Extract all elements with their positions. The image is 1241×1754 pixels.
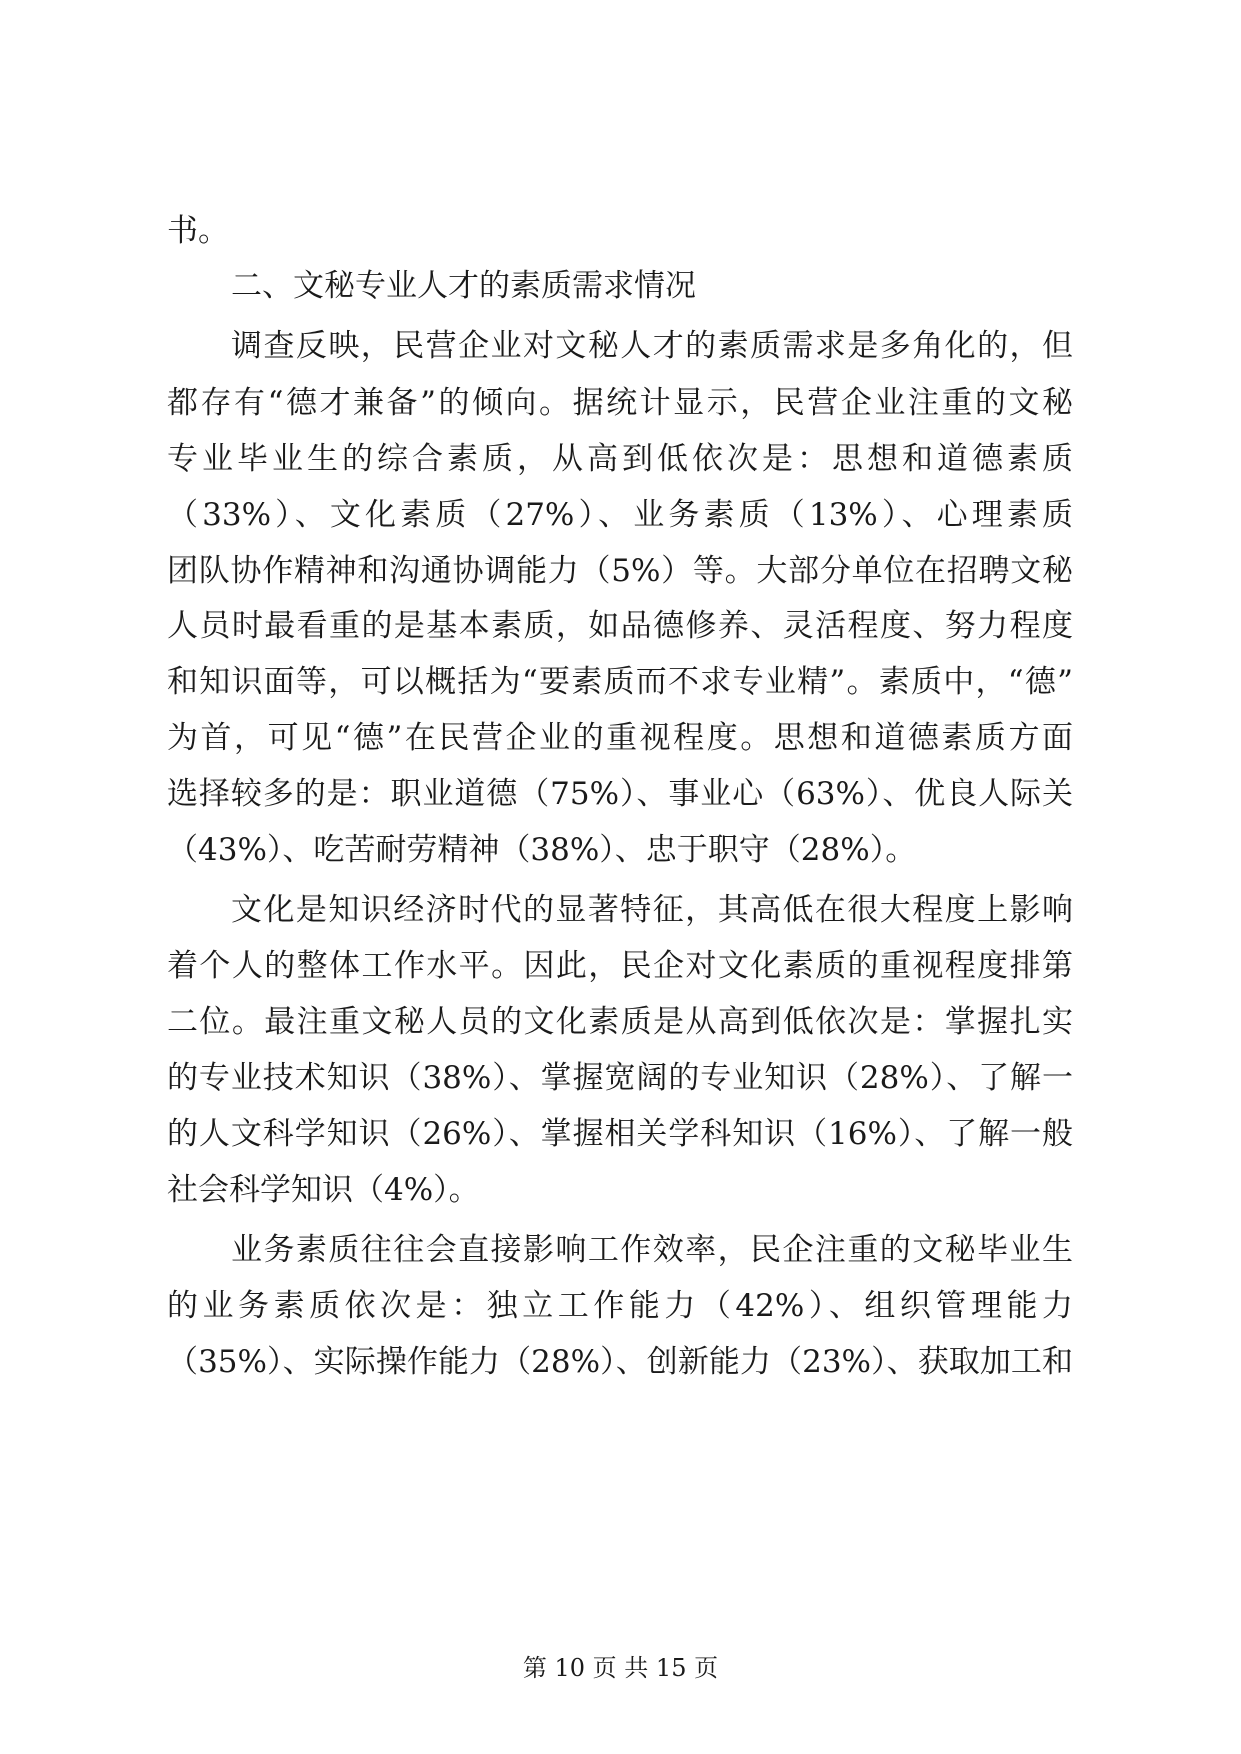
body-line-5: 专业毕业生的综合素质，从高到低依次是：思想和道德素质 (167, 441, 1073, 477)
section-heading: 二、文秘专业人才的素质需求情况 (231, 268, 696, 304)
body-line-20: 的业务素质依次是：独立工作能力（42%）、组织管理能力 (167, 1288, 1073, 1324)
body-line-13: 文化是知识经济时代的显著特征，其高低在很大程度上影响 (231, 892, 1073, 928)
body-line-10: 为首，可见“德”在民营企业的重视程度。思想和道德素质方面 (167, 720, 1073, 756)
body-line-3: 调查反映，民营企业对文秘人才的素质需求是多角化的，但 (231, 328, 1073, 364)
body-line-14: 着个人的整体工作水平。因此，民企对文化素质的重视程度排第 (167, 948, 1073, 984)
body-line-17: 的人文科学知识（26%）、掌握相关学科知识（16%）、了解一般 (167, 1116, 1073, 1152)
body-line-7: 团队协作精神和沟通协调能力（5%）等。大部分单位在招聘文秘 (167, 553, 1073, 589)
body-line-11: 选择较多的是：职业道德（75%）、事业心（63%）、优良人际关 (167, 776, 1073, 812)
body-line-16: 的专业技术知识（38%）、掌握宽阔的专业知识（28%）、了解一 (167, 1060, 1073, 1096)
body-line-21: （35%）、实际操作能力（28%）、创新能力（23%）、获取加工和 (167, 1344, 1073, 1380)
body-line-12: （43%）、吃苦耐劳精神（38%）、忠于职守（28%）。 (167, 832, 917, 868)
body-line-9: 和知识面等，可以概括为“要素质而不求专业精”。素质中，“德” (167, 664, 1073, 700)
body-line-19: 业务素质往往会直接影响工作效率，民企注重的文秘毕业生 (231, 1232, 1073, 1268)
body-line-1: 书。 (167, 213, 229, 249)
body-line-18: 社会科学知识（4%）。 (167, 1172, 480, 1208)
page-number-footer: 第 10 页 共 15 页 (522, 1654, 719, 1682)
body-line-6: （33%）、文化素质（27%）、业务素质（13%）、心理素质 (167, 497, 1073, 533)
body-line-8: 人员时最看重的是基本素质，如品德修养、灵活程度、努力程度 (167, 608, 1073, 644)
body-line-15: 二位。最注重文秘人员的文化素质是从高到低依次是：掌握扎实 (167, 1004, 1073, 1040)
body-line-4: 都存有“德才兼备”的倾向。据统计显示，民营企业注重的文秘 (167, 385, 1073, 421)
